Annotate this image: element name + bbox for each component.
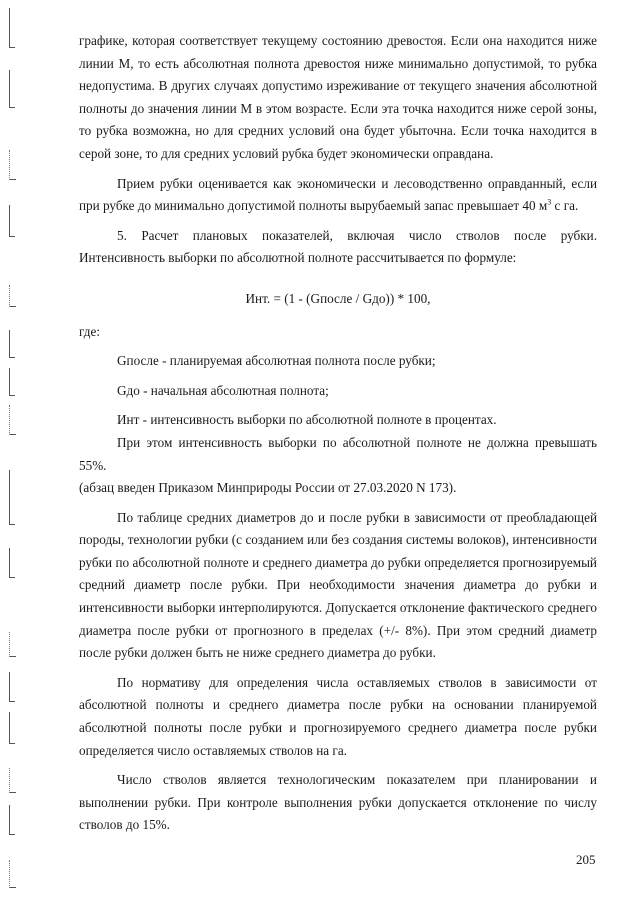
margin-mark [9, 205, 10, 237]
unit-superscript: 3 [547, 197, 552, 207]
definition: Gдо - начальная абсолютная полнота; [117, 382, 329, 398]
margin-mark [9, 150, 11, 180]
margin-mark [9, 368, 10, 396]
binding-margin-marks [0, 0, 30, 905]
paragraph-text: Прием рубки оценивается как экономически и лесоводственно оправданный, если при рубке до минимально допустимой полноты вырубаемый запас превышает 40 м [79, 175, 597, 214]
margin-mark [9, 632, 11, 657]
paragraph: По нормативу для определения числа оставляемых стволов в зависимости от абсолютной полноты и среднего диаметра после рубки на основании планируемой абсолютной полноты после рубки и прогнозируемого среднего диаметра после рубки определяется число оставляемых стволов на га. [79, 674, 597, 758]
margin-mark [9, 768, 11, 793]
definition: Инт - интенсивность выборки по абсолютной полноте в процентах. [117, 412, 497, 428]
margin-mark [9, 285, 11, 307]
body-text [79, 30, 597, 837]
formula: Инт. = (1 - (Gпосле / Gдо)) * 100, [245, 290, 431, 306]
amendment-note: (абзац введен Приказом Минприроды России от 27.03.2020 N 173). [79, 480, 457, 496]
paragraph: По таблице средних диаметров до и после рубки в зависимости от преобладающей породы, технологии рубки (с созданием или без создания системы волоков), интенсивности рубки по абсолютной полноте и среднего диаметра до рубки определяется прогнозируемый средний диаметр после рубки. При необходимости значения диаметра до рубки и интенсивности выборки интерполируются. Допускается отклонение фактического среднего диаметра после рубки от прогнозного в пределах (+/- 8%). При этом средний диаметр после рубки должен быть не ниже среднего диаметра до рубки. [79, 509, 597, 661]
margin-mark [9, 548, 10, 578]
definition: Gпосле - планируемая абсолютная полнота после рубки; [117, 353, 436, 369]
margin-mark [9, 712, 10, 744]
paragraph [79, 173, 597, 218]
paragraph: Число стволов является технологическим показателем при планировании и выполнении рубки. При контроле выполнения рубки допускается отклонение по числу стволов до 15%. [79, 772, 597, 833]
margin-mark [9, 805, 10, 835]
where-label: где: [79, 323, 100, 339]
paragraph: 5. Расчет плановых показателей, включая число стволов после рубки. Интенсивность выборки по абсолютной полноте рассчитывается по формуле: [79, 227, 597, 266]
margin-mark [9, 405, 11, 435]
margin-mark [9, 672, 10, 702]
unit-tail: с га. [551, 198, 579, 214]
paragraph: При этом интенсивность выборки по абсолютной полноте не должна превышать 55%. [79, 434, 597, 473]
margin-mark [9, 860, 11, 888]
margin-mark [9, 8, 10, 48]
paragraph: графике, которая соответствует текущему состоянию древостоя. Если она находится ниже линии М, то есть абсолютная полнота древостоя ниже минимально допустимой, то рубка недопустима. В других случаях допустимо изреживание от текущего значения абсолютной полноты до значения линии М в этом возрасте. Если эта точка находится ниже серой зоны, то рубка возможна, но для средних условий она будет убыточна. Если точка находится в серой зоне, то для средних условий рубка будет экономически оправдана. [79, 33, 597, 161]
page-number: 205 [576, 852, 596, 867]
margin-mark [9, 70, 10, 108]
margin-mark [9, 330, 10, 358]
margin-mark [9, 470, 10, 525]
